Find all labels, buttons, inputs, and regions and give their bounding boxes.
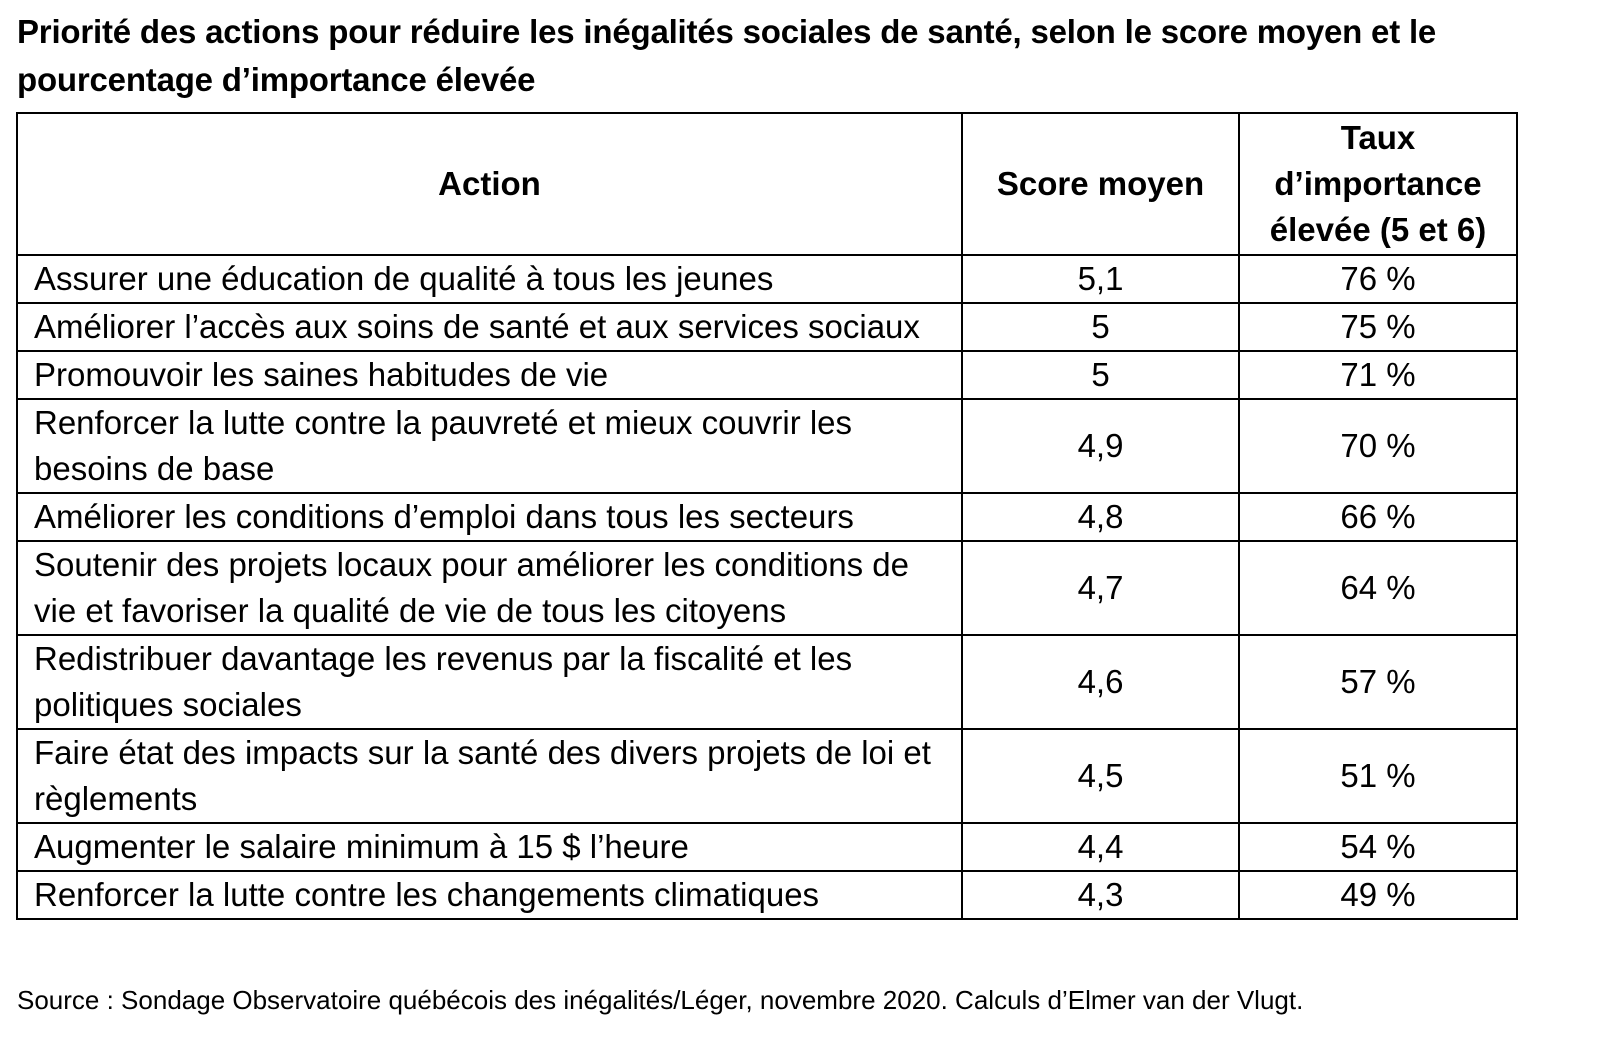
rate-cell: 75 % — [1239, 303, 1517, 351]
rate-cell: 76 % — [1239, 255, 1517, 303]
action-cell: Améliorer les conditions d’emploi dans tous les secteurs — [17, 493, 962, 541]
score-cell: 5 — [962, 303, 1239, 351]
rate-cell: 54 % — [1239, 823, 1517, 871]
score-cell: 4,7 — [962, 541, 1239, 635]
score-cell: 5,1 — [962, 255, 1239, 303]
rate-cell: 71 % — [1239, 351, 1517, 399]
table-row — [17, 823, 1517, 871]
rate-cell: 51 % — [1239, 729, 1517, 823]
action-cell: Assurer une éducation de qualité à tous les jeunes — [17, 255, 962, 303]
action-cell: Améliorer l’accès aux soins de santé et aux services sociaux — [17, 303, 962, 351]
table-title: Priorité des actions pour réduire les inégalités sociales de santé, selon le score moyen et le pourcentage d’importance élevée — [17, 13, 1437, 98]
header-row — [17, 113, 1517, 255]
score-cell: 5 — [962, 351, 1239, 399]
table-row — [17, 399, 1517, 493]
table-row — [17, 303, 1517, 351]
score-cell: 4,6 — [962, 635, 1239, 729]
rate-cell: 64 % — [1239, 541, 1517, 635]
source-note: Source : Sondage Observatoire québécois des inégalités/Léger, novembre 2020. Calculs d’Elmer van der Vlugt. — [17, 985, 1304, 1015]
action-cell: Promouvoir les saines habitudes de vie — [17, 351, 962, 399]
score-cell: 4,8 — [962, 493, 1239, 541]
score-cell: 4,5 — [962, 729, 1239, 823]
rate-cell: 57 % — [1239, 635, 1517, 729]
action-cell: Renforcer la lutte contre les changements climatiques — [17, 871, 962, 919]
priority-table — [16, 112, 1518, 920]
table-row — [17, 351, 1517, 399]
header-score: Score moyen — [962, 113, 1239, 255]
table-row — [17, 871, 1517, 919]
header-action: Action — [17, 113, 962, 255]
rate-cell: 49 % — [1239, 871, 1517, 919]
table-row — [17, 493, 1517, 541]
table-row — [17, 541, 1517, 635]
score-cell: 4,9 — [962, 399, 1239, 493]
action-cell: Faire état des impacts sur la santé des divers projets de loi et règlements — [17, 729, 962, 823]
table-row — [17, 729, 1517, 823]
rate-cell: 66 % — [1239, 493, 1517, 541]
action-cell: Soutenir des projets locaux pour améliorer les conditions de vie et favoriser la qualité de vie de tous les citoyens — [17, 541, 962, 635]
table-row — [17, 255, 1517, 303]
rate-cell: 70 % — [1239, 399, 1517, 493]
header-rate: Taux d’importance élevée (5 et 6) — [1239, 113, 1517, 255]
action-cell: Redistribuer davantage les revenus par la fiscalité et les politiques sociales — [17, 635, 962, 729]
score-cell: 4,4 — [962, 823, 1239, 871]
score-cell: 4,3 — [962, 871, 1239, 919]
action-cell: Augmenter le salaire minimum à 15 $ l’heure — [17, 823, 962, 871]
table-row — [17, 635, 1517, 729]
action-cell: Renforcer la lutte contre la pauvreté et mieux couvrir les besoins de base — [17, 399, 962, 493]
